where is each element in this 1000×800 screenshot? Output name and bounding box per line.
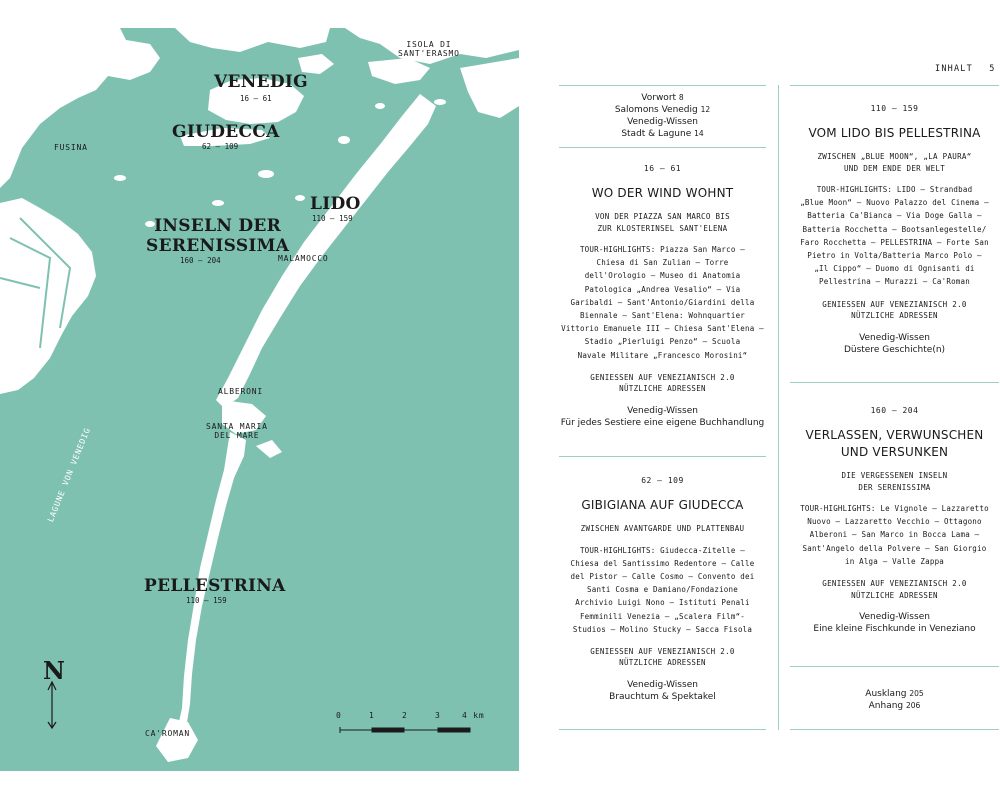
scale-tick-4: 4 km bbox=[462, 711, 485, 720]
scale-tick-1: 1 bbox=[369, 711, 375, 720]
label-inseln: INSELN DER SERENISSIMA bbox=[146, 216, 290, 256]
section-wissen-title[interactable]: Eine kleine Fischkunde in Veneziano bbox=[813, 624, 976, 635]
rule bbox=[790, 666, 999, 667]
section-geniessen: GENIESSEN AUF VENEZIANISCH 2.0 NÜTZLICHE ADRESSEN bbox=[590, 646, 735, 668]
label-isola-sant-erasmo: ISOLA DI SANT'ERASMO bbox=[398, 40, 460, 58]
section-wissen-title[interactable]: Für jedes Sestiere eine eigene Buchhandlung bbox=[560, 417, 765, 428]
toc-section-2 bbox=[559, 476, 766, 703]
label-lido-pages: 110 – 159 bbox=[312, 214, 353, 223]
section-geniessen: GENIESSEN AUF VENEZIANISCH 2.0 NÜTZLICHE ADRESSEN bbox=[822, 579, 967, 600]
scale-tick-0: 0 bbox=[336, 711, 342, 720]
section-pages: 62 – 109 bbox=[641, 476, 684, 485]
section-highlights: TOUR-HIGHLIGHTS: Piazza San Marco – Chiesa di San Zulian – Torre dell'Orologio – Museo di Anatomia Patologica „Andrea Vesalio“ – Via Garibaldi – Sant'Antonio/Giardini della Biennale – Sant'Elena: Wohnquartier Vittorio Emanuele III – Chiesa Sant'Elena – Stadio „Pierluigi Penzo“ – Scuola Navale Militare „Francesco Morosini“ bbox=[561, 245, 764, 360]
label-santa-maria-del-mare: SANTA MARIA DEL MARE bbox=[206, 422, 268, 440]
label-venedig: VENEDIG bbox=[214, 72, 308, 92]
section-pages: 110 – 159 bbox=[870, 104, 919, 113]
scale-tick-3: 3 bbox=[435, 711, 441, 720]
page-number: 5 bbox=[989, 64, 996, 74]
section-subtitle: ZWISCHEN „BLUE MOON“, „LA PAURA“ UND DEM ENDE DER WELT bbox=[817, 152, 972, 173]
section-title[interactable]: VOM LIDO BIS PELLESTRINA bbox=[808, 126, 981, 140]
section-title[interactable]: WO DER WIND WOHNT bbox=[591, 186, 734, 200]
section-wissen-title[interactable]: Düstere Geschichte(n) bbox=[843, 344, 946, 355]
label-alberoni: ALBERONI bbox=[218, 387, 263, 396]
section-geniessen: GENIESSEN AUF VENEZIANISCH 2.0 NÜTZLICHE ADRESSEN bbox=[590, 372, 735, 394]
label-pellestrina: PELLESTRINA bbox=[144, 576, 286, 596]
label-pellestrina-pages: 110 – 159 bbox=[186, 596, 227, 605]
toc-section-4 bbox=[790, 406, 999, 635]
section-highlights: TOUR-HIGHLIGHTS: Giudecca-Zitelle – Chiesa del Santissimo Redentore – Calle del Pistor – Calle Cosmo – Convento dei Santi Cosma e Damiano/Fondazione Archivio Luigi Nono – Istituti Penali Femminili Venezia – „Scalera Film“- Studios – Molino Stucky – Sacca Fisola bbox=[570, 545, 755, 634]
label-giudecca-pages: 62 – 109 bbox=[202, 142, 239, 151]
rule bbox=[559, 456, 766, 457]
section-title[interactable]: GIBIGIANA AUF GIUDECCA bbox=[581, 498, 744, 512]
lagoon-map bbox=[0, 28, 519, 771]
rule bbox=[559, 85, 766, 86]
section-geniessen: GENIESSEN AUF VENEZIANISCH 2.0 NÜTZLICHE ADRESSEN bbox=[822, 299, 967, 321]
toc-entry[interactable]: Vorwort 8 bbox=[641, 93, 684, 103]
running-head-title: INHALT bbox=[935, 64, 973, 74]
label-giudecca: GIUDECCA bbox=[172, 122, 280, 142]
section-pages: 160 – 204 bbox=[870, 406, 919, 415]
rule bbox=[790, 729, 999, 730]
running-head bbox=[935, 64, 996, 74]
label-fusina: FUSINA bbox=[54, 143, 88, 152]
toc-intro bbox=[559, 92, 766, 140]
toc-entry[interactable]: Anhang 206 bbox=[868, 701, 921, 711]
section-highlights: TOUR-HIGHLIGHTS: Le Vignole – Lazzaretto Nuovo – Lazzaretto Vecchio – Ottagono Alberoni – San Marco in Bocca Lama – Sant'Angelo della Polvere – San Giorgio in Alga – Valle Zappa bbox=[800, 504, 989, 566]
section-wissen-label: Venedig-Wissen bbox=[627, 405, 698, 416]
section-wissen-label: Venedig-Wissen bbox=[859, 332, 930, 343]
toc-entry[interactable]: Venedig-Wissen bbox=[627, 117, 698, 127]
toc-entry[interactable]: Ausklang 205 bbox=[865, 689, 924, 699]
section-pages: 16 – 61 bbox=[643, 164, 682, 173]
toc-section-1 bbox=[559, 164, 766, 429]
label-lagune: LAGUNE VON VENEDIG bbox=[46, 426, 93, 524]
section-title[interactable]: VERLASSEN, VERWUNSCHEN UND VERSUNKEN bbox=[805, 428, 984, 459]
column-divider bbox=[778, 85, 779, 730]
toc-outro bbox=[790, 688, 999, 712]
toc-entry[interactable]: Stadt & Lagune 14 bbox=[621, 129, 704, 139]
label-malamocco: MALAMOCCO bbox=[278, 254, 329, 263]
label-venedig-pages: 16 – 61 bbox=[240, 94, 272, 103]
label-inseln-pages: 160 – 204 bbox=[180, 256, 221, 265]
section-subtitle: DIE VERGESSENEN INSELN DER SERENISSIMA bbox=[841, 471, 948, 492]
section-wissen-label: Venedig-Wissen bbox=[859, 612, 930, 623]
rule bbox=[559, 729, 766, 730]
section-wissen-label: Venedig-Wissen bbox=[627, 679, 698, 690]
section-highlights: TOUR-HIGHLIGHTS: LIDO – Strandbad „Blue Moon“ – Nuovo Palazzo del Cinema – Batteria Ca'Bianca – Via Doge Galla – Batteria Rocchetta – Bootsanlegestelle/ Faro Rocchetta – PELLESTRINA – Forte San Pietro in Volta/Batteria Marco Polo – „Il Cippo“ – Duomo di Ognisanti di Pellestrina – Murazzi – Ca'Roman bbox=[800, 185, 989, 287]
rule bbox=[790, 382, 999, 383]
scale-tick-2: 2 bbox=[402, 711, 408, 720]
label-ca-roman: CA'ROMAN bbox=[145, 729, 190, 738]
section-subtitle: ZWISCHEN AVANTGARDE UND PLATTENBAU bbox=[580, 524, 745, 533]
label-lido: LIDO bbox=[310, 194, 361, 214]
section-subtitle: VON DER PIAZZA SAN MARCO BIS ZUR KLOSTERINSEL SANT'ELENA bbox=[595, 212, 730, 233]
section-wissen-title[interactable]: Brauchtum & Spektakel bbox=[609, 691, 716, 702]
toc-entry[interactable]: Salomons Venedig 12 bbox=[614, 105, 711, 115]
toc-section-3 bbox=[790, 104, 999, 356]
north-label: N bbox=[43, 656, 66, 685]
rule bbox=[559, 147, 766, 148]
rule bbox=[790, 85, 999, 86]
